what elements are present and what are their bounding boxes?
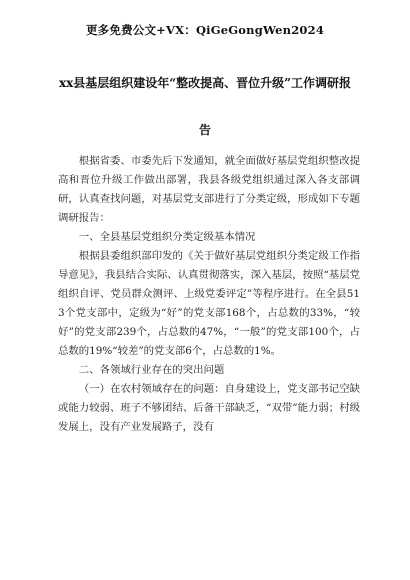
document-body — [58, 152, 360, 437]
document-title-line-1: xx县基层组织建设年“整改提高、晋位升级”工作调研报 — [58, 76, 352, 90]
section-heading-1: 一、全县基层党组织分类定级基本情况 — [78, 231, 256, 243]
intro-paragraph: 根据省委、市委先后下发通知，就全面做好基层党组织整改提高和晋位升级工作做出部署，我县各级党组织通过深入各支部调研，认真查找问题，对基层党支部进行了分类定级，形成如下专题调研报告： — [58, 155, 360, 224]
document-title-line-2: 告 — [198, 123, 211, 137]
section-heading-2: 二、各领域行业存在的突出问题 — [78, 364, 225, 376]
section-1-paragraph: 根据县委组织部印发的《关于做好基层党组织分类定级工作指导意见》，我县结合实际、认真贯彻落实，深入基层，按照“基层党组织自评、党员群众测评、上级党委评定”等程序进行。在全县513个党支部中，定级为“好”的党支部168个，占总数的33%，“较好”的党支部239个，占总数的47%，“一般”的党支部100个，占总数的19%“较差”的党支部6个，占总数的1%。 — [58, 250, 360, 357]
watermark-header: 更多免费公文+VX：QiGeGongWen2024 — [85, 23, 325, 37]
section-2-paragraph: （一）在农村领域存在的问题：自身建设上，党支部书记空缺或能力较弱、班子不够团结、后备干部缺乏，“双带”能力弱；村级发展上，没有产业发展路子，没有 — [58, 383, 360, 433]
